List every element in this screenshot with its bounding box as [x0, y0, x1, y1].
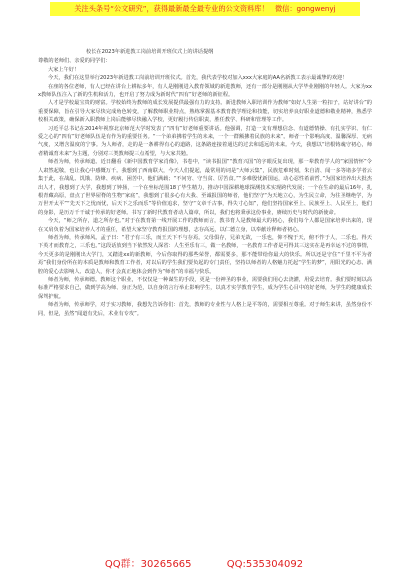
paragraph: 人才是学校最宝贵的财富。学校始终为教师的成长发展提供最强有力的支持。新进教师入职培训作为教师“如好人生第一粒扣子，站好讲台”的重要保障，旨在引导大家尽快完成角色转变，了解教师职业特点，熟练掌握基本教育教学理论和技能，切实培养良好职业道德和敬业精神，熟悉学校相关政策，确保新入职教师上岗后能够尽快融入学校，更好履行传信职责，胜任教学、科研和管理等工作。 — [38, 100, 372, 124]
paragraph: 师者为师，传承师德。教师这个职业，不仅仅是一种谋生的手段，更是一份神圣的事业，需要我们用心去浇灌，用爱去培育。我们要时刻以高标准严格要求自己，做到学高为师、身正为范，以自身的言行举止影响学生，以真才实学教育学生，成为学生心目中的好老师，为学生的健康成长保驾护航。 — [38, 276, 372, 300]
document-title: 校长在2023年新进教工岗前培训开班仪式上的讲话提纲 — [86, 49, 214, 55]
paragraph: 今天，我们在这里举行2023年新进教工岗前培训开班仪式。首先，我代表学校对加入xxx大家庭的AA名新教工表示最诚挚的欢迎！ — [48, 75, 348, 82]
qq-group-text: QQ群：30265665 — [104, 559, 192, 570]
greeting: 大家上午好！ — [48, 66, 80, 73]
paragraph: 今天，“师之所存，道之所存也。”对于在教育第一线开展工作的教师而言，教书育人是教师最大的初心，我们每个人都是国家培养出来的，现在又肩负着为国家培养人才的重任，希望大家坚守教育报国的理想，志存高远，以仁德立身，以奉献诠释师者初心。 — [38, 218, 372, 233]
banner-wechat: 微信：gongwenyj — [274, 4, 336, 13]
paragraph: 在座的各位老师，有人已经在讲台上耕耘多年，有人是刚刚进入教育领域的新进教师，还有一部分是刚刚从大学毕业刚刚的年轻人。大家为xxx教师队伍注入了新的生机和活力，也开启了努力成为新时代“四有”好老师的新征程。 — [38, 83, 372, 99]
promo-banner — [50, 2, 360, 16]
paragraph: 师者为师，传承师道。近日翻看《新中国教育学家肖像》，书卷中，“读书报国”“教育兴国”的字眼反复出现，那一辈教育学人的“家国情怀”令人肃然起敬，也让我心中感慨万千。我想到了西南联大，今天人们提起，最常用的词是“大师云集”，民族危难时刻，朱自清、闻一多等诸多学者云集于此，在战乱、饥饿、防烽、疾病、困苦中，他们满载；“不问穷、守当贫、厉苦食。”“多难殷忧新国运，动心忍性希前哲。”为国家培养出大批杰出人才，我想到了大学，我想到了钟扬，一个在坐标范围18了毕生精力，推动中国深耕地球探测技术实现跨代发展；一个在生命的最后16年，扎根青藏高原，盘点了世界屋脊的生物“家底”，我想到了很多心有大我、至诚报国的师者，他们坚守“为天地立心，为生民立命，为往圣继绝学，为万世开太平”“先天下之忧而忧，后天下之乐而乐”等价值追求，坚守“文章千古事，得失寸心知”，他们坚持国家至上、民族至上、人民至上，他们的身影，是历万千干诚于传承的好老师。书写了新时代教育者动人篇章，所以，我们也将秉承这份事业，赓续历史与时代的新使命。 — [38, 159, 372, 216]
paragraph: 习近平总书记在2014年视察北京师范大学时发表了“四有”好老师重要讲话。他强调，打造一支有理想信念、有道德情操、有扎实学识、有仁爱之心的“四有”好老师队伍是有作为的重要任务。“一个弟弟拂着学生的未来，一个一群额拂着民族的未来”。师者一个影响高度、温馨深厚、无病气度，又增含温度的宁事。为人师者，走的是一条耕得有心的道路，这条路连接着通达的过去和遥远的未来。今天，我想以“培根铸魂守初心，师者精诚育未来”为主题，分别对三类教师提三点希望，与大家共勉。 — [38, 125, 372, 157]
banner-text: 关注头条号“公文研究”，获得最新最全最专业的公文资料库！ — [74, 4, 269, 13]
paragraph: 师者为师，传承师学，对于实习教师，我想先告诉你们：首先，教师的专业性与人格上是平等的，需要相互尊重。对于师生来讲，虽然身份不同，但是，虽然“闻道有先后，术业有专攻”。 — [38, 302, 372, 317]
document-body — [38, 48, 372, 318]
salutation: 尊敬的老师们、亲爱的同学们： — [38, 58, 111, 65]
paragraph: 师者为师，传承师风。孟子曰：“君子有三乐，而王天下不与存焉。父母俱存，兄弟无故，一乐也，仰不愧于天，俯不怍于人，二乐也。得天下英才而教育之，三乐也。”这段话放到当下依然发人深省：人生至乐有三，做一名教师，一名教育工作者是可得其三这实在是再幸运不过的事情，今天更多的是刚刚出大学门，又踏进xx的新教师，今后你取得的那些荣誉，都需要多，那不能带给你最大的快乐。所以还是守住“千里不平为者焉”我们身份所在的本质是教师和教育工作者，对以后的学生我们要负起的专门责任，坚持以师者的人格魅力托起“学生的梦”，用阳光的心态、满腔的爱心去影响人、改造人，你才会真正地体会到作为“师者”的幸福与快乐。 — [38, 234, 372, 275]
qq-text: QQ:535304092 — [226, 559, 304, 570]
contact-footer — [0, 555, 408, 570]
